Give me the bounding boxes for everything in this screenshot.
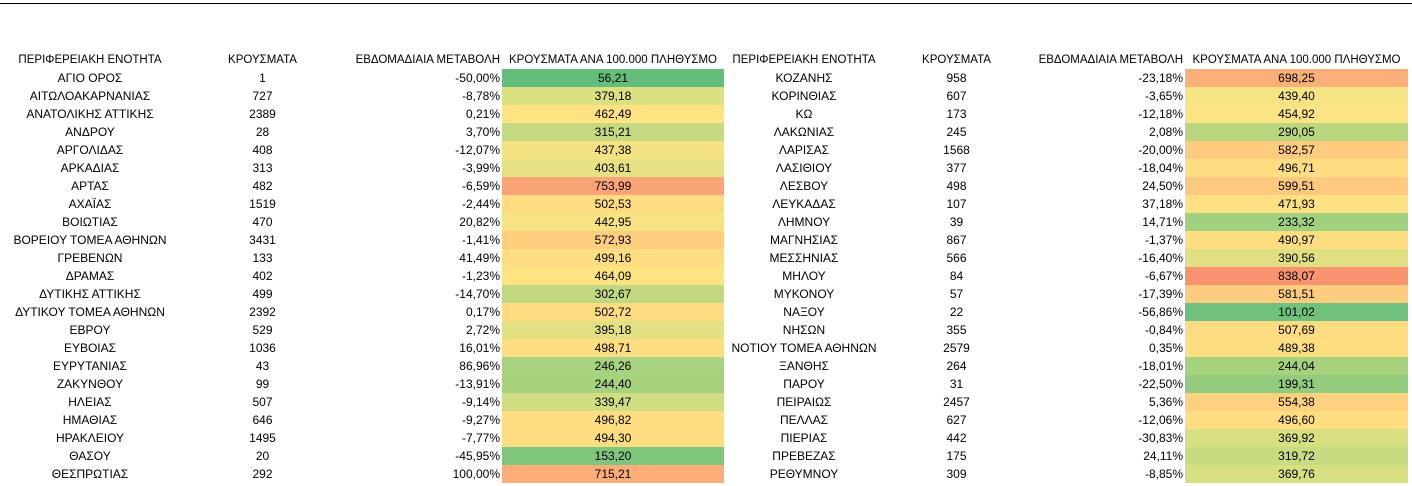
region-cell[interactable]: ΕΥΒΟΙΑΣ [63, 341, 117, 355]
weekly-change-cell[interactable]: 2,08% [1148, 125, 1183, 139]
region-cell[interactable]: ΑΝΑΤΟΛΙΚΗΣ ΑΤΤΙΚΗΣ [26, 107, 154, 121]
region-cell[interactable]: ΚΟΖΑΝΗΣ [775, 71, 833, 85]
per100k-cell[interactable]: 454,92 [1185, 105, 1408, 123]
weekly-change-cell[interactable]: 0,21% [465, 107, 500, 121]
region-cell[interactable]: ΒΟΡΕΙΟΥ ΤΟΜΕΑ ΑΘΗΝΩΝ [13, 233, 167, 247]
header-region-right[interactable]: ΠΕΡΙΦΕΡΕΙΑΚΗ ΕΝΟΤΗΤΑ [732, 54, 876, 66]
weekly-change-cell[interactable]: 14,71% [1142, 215, 1183, 229]
table-row [0, 141, 1412, 159]
table-row [0, 411, 1412, 429]
per100k-cell[interactable]: 490,97 [1185, 231, 1408, 249]
table-row [0, 177, 1412, 195]
per100k-cell[interactable]: 499,16 [502, 249, 724, 267]
region-cell[interactable]: ΡΕΘΥΜΝΟΥ [769, 467, 839, 481]
weekly-change-cell[interactable]: -7,77% [461, 431, 500, 445]
cases-cell[interactable]: 1036 [249, 341, 276, 355]
cases-cell[interactable]: 507 [252, 395, 273, 409]
region-cell[interactable]: ΖΑΚΥΝΘΟΥ [56, 377, 124, 391]
per100k-cell[interactable]: 302,67 [502, 285, 724, 303]
header-weekly-change-right[interactable]: ΕΒΔΟΜΑΔΙΑΙΑ ΜΕΤΑΒΟΛΗ [1038, 54, 1183, 66]
table-body [0, 69, 1412, 483]
per100k-cell[interactable]: 56,21 [502, 69, 724, 87]
per100k-cell[interactable]: 390,56 [1185, 249, 1408, 267]
table-row [0, 447, 1412, 465]
region-cell[interactable]: ΔΥΤΙΚΟΥ ΤΟΜΕΑ ΑΘΗΝΩΝ [15, 305, 165, 319]
weekly-change-cell[interactable]: -9,27% [461, 413, 500, 427]
per100k-cell[interactable]: 581,51 [1185, 285, 1408, 303]
region-cell[interactable]: ΑΡΤΑΣ [71, 179, 109, 193]
cases-cell[interactable]: 2392 [249, 305, 276, 319]
region-cell[interactable]: ΑΡΚΑΔΙΑΣ [60, 161, 120, 175]
per100k-cell[interactable]: 379,18 [502, 87, 724, 105]
cases-cell[interactable]: 1519 [249, 197, 276, 211]
per100k-cell[interactable]: 494,30 [502, 429, 724, 447]
header-per100k-left[interactable]: ΚΡΟΥΣΜΑΤΑ ΑΝΑ 100.000 ΠΛΗΘΥΣΜΟ [509, 54, 717, 66]
weekly-change-cell[interactable]: -45,95% [455, 449, 500, 463]
weekly-change-cell[interactable]: 86,96% [459, 359, 500, 373]
region-cell[interactable]: ΠΕΛΛΑΣ [779, 413, 829, 427]
region-cell[interactable]: ΗΡΑΚΛΕΙΟΥ [55, 431, 125, 445]
per100k-cell[interactable]: 582,57 [1185, 141, 1408, 159]
cases-cell[interactable]: 84 [949, 269, 964, 283]
per100k-cell[interactable]: 462,49 [502, 105, 724, 123]
cases-cell[interactable]: 57 [949, 287, 964, 301]
table-row [0, 69, 1412, 87]
weekly-change-cell[interactable]: -22,50% [1138, 377, 1183, 391]
weekly-change-cell[interactable]: 37,18% [1142, 197, 1183, 211]
region-cell[interactable]: ΝΗΣΩΝ [782, 323, 826, 337]
header-weekly-change-left[interactable]: ΕΒΔΟΜΑΔΙΑΙΑ ΜΕΤΑΒΟΛΗ [355, 54, 500, 66]
table-row [0, 159, 1412, 177]
per100k-cell[interactable]: 244,04 [1185, 357, 1408, 375]
per100k-cell[interactable]: 290,05 [1185, 123, 1408, 141]
per100k-cell[interactable]: 496,71 [1185, 159, 1408, 177]
region-cell[interactable]: ΔΡΑΜΑΣ [65, 269, 115, 283]
weekly-change-cell[interactable]: -12,07% [455, 143, 500, 157]
cases-cell[interactable]: 31 [949, 377, 964, 391]
region-cell[interactable]: ΛΑΣΙΘΙΟΥ [775, 161, 833, 175]
cases-cell[interactable]: 2579 [943, 341, 970, 355]
cases-cell[interactable]: 3431 [249, 233, 276, 247]
weekly-change-cell[interactable]: -0,84% [1144, 323, 1183, 337]
cases-cell[interactable]: 20 [255, 449, 270, 463]
cases-cell[interactable]: 28 [255, 125, 270, 139]
weekly-change-cell[interactable]: -20,00% [1138, 143, 1183, 157]
per100k-cell[interactable]: 442,95 [502, 213, 724, 231]
weekly-change-cell[interactable]: -3,65% [1144, 89, 1183, 103]
region-cell[interactable]: ΓΡΕΒΕΝΩΝ [57, 251, 123, 265]
region-cell[interactable]: ΑΡΓΟΛΙΔΑΣ [56, 143, 124, 157]
table-row [0, 465, 1412, 483]
per100k-cell[interactable]: 369,92 [1185, 429, 1408, 447]
region-cell[interactable]: ΗΜΑΘΙΑΣ [62, 413, 118, 427]
per100k-cell[interactable]: 395,18 [502, 321, 724, 339]
per100k-cell[interactable]: 502,53 [502, 195, 724, 213]
weekly-change-cell[interactable]: -1,41% [461, 233, 500, 247]
per100k-cell[interactable]: 554,38 [1185, 393, 1408, 411]
region-cell[interactable]: ΛΑΚΩΝΙΑΣ [773, 125, 835, 139]
cases-cell[interactable]: 1568 [943, 143, 970, 157]
header-cases-left[interactable]: ΚΡΟΥΣΜΑΤΑ [228, 54, 297, 66]
per100k-cell[interactable]: 753,99 [502, 177, 724, 195]
cases-cell[interactable]: 264 [946, 359, 967, 373]
region-cell[interactable]: ΕΒΡΟΥ [69, 323, 111, 337]
cases-cell[interactable]: 1495 [249, 431, 276, 445]
region-cell[interactable]: ΑΙΤΩΛΟΑΚΑΡΝΑΝΙΑΣ [29, 89, 151, 103]
cases-cell[interactable]: 2389 [249, 107, 276, 121]
cases-cell[interactable]: 22 [949, 305, 964, 319]
table-row [0, 393, 1412, 411]
region-cell[interactable]: ΛΕΣΒΟΥ [779, 179, 829, 193]
weekly-change-cell[interactable]: -12,06% [1138, 413, 1183, 427]
weekly-change-cell[interactable]: -2,44% [461, 197, 500, 211]
weekly-change-cell[interactable]: -17,39% [1138, 287, 1183, 301]
weekly-change-cell[interactable]: 0,35% [1148, 341, 1183, 355]
header-per100k-right[interactable]: ΚΡΟΥΣΜΑΤΑ ΑΝΑ 100.000 ΠΛΗΘΥΣΜΟ [1192, 54, 1401, 66]
cases-cell[interactable]: 377 [946, 161, 967, 175]
table-row [0, 213, 1412, 231]
per100k-cell[interactable]: 319,72 [1185, 447, 1408, 465]
region-cell[interactable]: ΒΟΙΩΤΙΑΣ [62, 215, 118, 229]
per100k-cell[interactable]: 315,21 [502, 123, 724, 141]
region-cell[interactable]: ΜΗΛΟΥ [782, 269, 826, 283]
weekly-change-cell[interactable]: -18,04% [1138, 161, 1183, 175]
region-cell[interactable]: ΝΑΞΟΥ [783, 305, 825, 319]
cases-cell[interactable]: 99 [255, 377, 270, 391]
cases-cell[interactable]: 498 [946, 179, 967, 193]
table-row [0, 123, 1412, 141]
weekly-change-cell[interactable]: 20,82% [459, 215, 500, 229]
header-row [0, 51, 1412, 69]
cases-cell[interactable]: 529 [252, 323, 273, 337]
region-cell[interactable]: ΘΕΣΠΡΩΤΙΑΣ [51, 467, 129, 481]
cases-cell[interactable]: 408 [252, 143, 273, 157]
cases-cell[interactable]: 245 [946, 125, 967, 139]
table-row [0, 303, 1412, 321]
per100k-cell[interactable]: 244,40 [502, 375, 724, 393]
cases-cell[interactable]: 566 [946, 251, 967, 265]
weekly-change-cell[interactable]: 5,36% [1148, 395, 1183, 409]
weekly-change-cell[interactable]: -3,99% [461, 161, 500, 175]
per100k-cell[interactable]: 369,76 [1185, 465, 1408, 483]
per100k-cell[interactable]: 572,93 [502, 231, 724, 249]
per100k-cell[interactable]: 498,71 [502, 339, 724, 357]
cases-cell[interactable]: 958 [946, 71, 967, 85]
top-border-line [0, 3, 1412, 4]
weekly-change-cell[interactable]: -23,18% [1138, 71, 1183, 85]
cases-cell[interactable]: 2457 [943, 395, 970, 409]
weekly-change-cell[interactable]: 2,72% [465, 323, 500, 337]
table-row [0, 231, 1412, 249]
region-cell[interactable]: ΚΟΡΙΝΘΙΑΣ [771, 89, 837, 103]
per100k-cell[interactable]: 838,07 [1185, 267, 1408, 285]
cases-cell[interactable]: 173 [946, 107, 967, 121]
weekly-change-cell[interactable]: 24,11% [1143, 449, 1183, 463]
table-row [0, 339, 1412, 357]
cases-cell[interactable]: 175 [946, 449, 967, 463]
cases-cell[interactable]: 867 [946, 233, 967, 247]
table-row [0, 321, 1412, 339]
region-cell[interactable]: ΘΑΣΟΥ [69, 449, 111, 463]
per100k-cell[interactable]: 496,82 [502, 411, 724, 429]
region-cell[interactable]: ΑΓΙΟ ΟΡΟΣ [57, 71, 123, 85]
table-row [0, 285, 1412, 303]
cases-cell[interactable]: 292 [252, 467, 273, 481]
per100k-cell[interactable]: 233,32 [1185, 213, 1408, 231]
cases-cell[interactable]: 313 [252, 161, 273, 175]
cases-cell[interactable]: 442 [946, 431, 967, 445]
per100k-cell[interactable]: 246,26 [502, 357, 724, 375]
weekly-change-cell[interactable]: -50,00% [455, 71, 500, 85]
region-cell[interactable]: ΠΡΕΒΕΖΑΣ [772, 449, 836, 463]
cases-cell[interactable]: 727 [252, 89, 273, 103]
region-cell[interactable]: ΚΩ [795, 107, 813, 121]
region-cell[interactable]: ΕΥΡΥΤΑΝΙΑΣ [53, 359, 127, 373]
per100k-cell[interactable]: 698,25 [1185, 69, 1408, 87]
weekly-change-cell[interactable]: 41,49% [459, 251, 500, 265]
region-cell[interactable]: ΑΝΔΡΟΥ [65, 125, 115, 139]
cases-cell[interactable]: 43 [255, 359, 270, 373]
region-cell[interactable]: ΠΑΡΟΥ [783, 377, 825, 391]
table-row [0, 429, 1412, 447]
region-cell[interactable]: ΠΙΕΡΙΑΣ [780, 431, 828, 445]
weekly-change-cell[interactable]: -6,67% [1144, 269, 1183, 283]
per100k-cell[interactable]: 199,31 [1185, 375, 1408, 393]
per100k-cell[interactable]: 439,40 [1185, 87, 1408, 105]
per100k-cell[interactable]: 507,69 [1185, 321, 1408, 339]
weekly-change-cell[interactable]: 24,50% [1142, 179, 1183, 193]
table-row [0, 249, 1412, 267]
weekly-change-cell[interactable]: -30,83% [1138, 431, 1183, 445]
weekly-change-cell[interactable]: -6,59% [461, 179, 500, 193]
table-row [0, 105, 1412, 123]
cases-cell[interactable]: 646 [252, 413, 273, 427]
cases-cell[interactable]: 1 [259, 71, 266, 85]
per100k-cell[interactable]: 153,20 [502, 447, 724, 465]
per100k-cell[interactable]: 715,21 [502, 465, 724, 483]
region-cell[interactable]: ΛΕΥΚΑΔΑΣ [772, 197, 836, 211]
per100k-cell[interactable]: 437,38 [502, 141, 724, 159]
data-grid [0, 51, 1412, 483]
per100k-cell[interactable]: 101,02 [1185, 303, 1408, 321]
header-cases-right[interactable]: ΚΡΟΥΣΜΑΤΑ [922, 54, 991, 66]
cases-cell[interactable]: 482 [252, 179, 273, 193]
cases-cell[interactable]: 607 [946, 89, 967, 103]
table-row [0, 267, 1412, 285]
weekly-change-cell[interactable]: -56,86% [1138, 305, 1183, 319]
region-cell[interactable]: ΛΗΜΝΟΥ [777, 215, 831, 229]
per100k-cell[interactable]: 403,61 [502, 159, 724, 177]
region-cell[interactable]: ΜΕΣΣΗΝΙΑΣ [769, 251, 839, 265]
region-cell[interactable]: ΑΧΑΪΑΣ [68, 197, 112, 211]
header-region-left[interactable]: ΠΕΡΙΦΕΡΕΙΑΚΗ ΕΝΟΤΗΤΑ [18, 54, 162, 66]
region-cell[interactable]: ΞΑΝΘΗΣ [779, 359, 829, 373]
cases-cell[interactable]: 627 [946, 413, 967, 427]
weekly-change-cell[interactable]: 100,00% [452, 467, 500, 481]
cases-cell[interactable]: 402 [252, 269, 273, 283]
weekly-change-cell[interactable]: -1,37% [1144, 233, 1183, 247]
per100k-cell[interactable]: 471,93 [1185, 195, 1408, 213]
region-cell[interactable]: ΝΟΤΙΟΥ ΤΟΜΕΑ ΑΘΗΝΩΝ [731, 341, 877, 355]
cases-cell[interactable]: 309 [946, 467, 967, 481]
region-cell[interactable]: ΗΛΕΙΑΣ [68, 395, 112, 409]
cases-cell[interactable]: 133 [252, 251, 273, 265]
weekly-change-cell[interactable]: -14,70% [455, 287, 500, 301]
per100k-cell[interactable]: 489,38 [1185, 339, 1408, 357]
cases-cell[interactable]: 355 [946, 323, 967, 337]
region-cell[interactable]: ΔΥΤΙΚΗΣ ΑΤΤΙΚΗΣ [39, 287, 141, 301]
region-cell[interactable]: ΠΕΙΡΑΙΩΣ [776, 395, 832, 409]
cases-cell[interactable]: 39 [949, 215, 964, 229]
per100k-cell[interactable]: 339,47 [502, 393, 724, 411]
weekly-change-cell[interactable]: -9,14% [461, 395, 500, 409]
weekly-change-cell[interactable]: 3,70% [465, 125, 500, 139]
table-row [0, 357, 1412, 375]
region-cell[interactable]: ΜΑΓΝΗΣΙΑΣ [769, 233, 839, 247]
per100k-cell[interactable]: 464,09 [502, 267, 724, 285]
per100k-cell[interactable]: 496,60 [1185, 411, 1408, 429]
cases-cell[interactable]: 470 [252, 215, 273, 229]
cases-cell[interactable]: 499 [252, 287, 273, 301]
table-row [0, 195, 1412, 213]
region-cell[interactable]: ΛΑΡΙΣΑΣ [778, 143, 830, 157]
per100k-cell[interactable]: 502,72 [502, 303, 724, 321]
per100k-cell[interactable]: 599,51 [1185, 177, 1408, 195]
cases-cell[interactable]: 107 [946, 197, 967, 211]
table-row [0, 87, 1412, 105]
weekly-change-cell[interactable]: -1,23% [461, 269, 500, 283]
weekly-change-cell[interactable]: 16,01% [459, 341, 500, 355]
weekly-change-cell[interactable]: -8,85% [1144, 467, 1183, 481]
weekly-change-cell[interactable]: -18,01% [1138, 359, 1183, 373]
weekly-change-cell[interactable]: -13,91% [455, 377, 500, 391]
weekly-change-cell[interactable]: 0,17% [465, 305, 500, 319]
weekly-change-cell[interactable]: -12,18% [1138, 107, 1183, 121]
region-cell[interactable]: ΜΥΚΟΝΟΥ [773, 287, 835, 301]
table-row [0, 375, 1412, 393]
weekly-change-cell[interactable]: -8,78% [461, 89, 500, 103]
weekly-change-cell[interactable]: -16,40% [1138, 251, 1183, 265]
